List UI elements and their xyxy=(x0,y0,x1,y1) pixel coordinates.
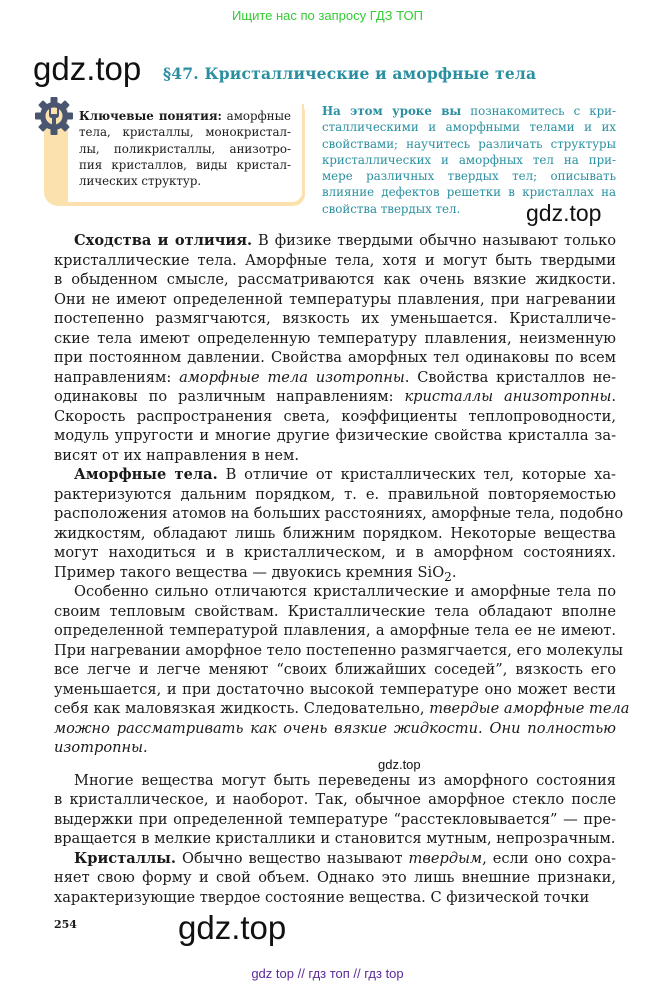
text-line xyxy=(322,184,616,200)
text-run: Пример такого вещества — двуокись кремния SiO xyxy=(54,563,445,581)
text-line xyxy=(54,543,616,563)
text-line xyxy=(54,660,616,680)
run-in-heading: Кристаллы. xyxy=(74,849,176,867)
text-line xyxy=(54,602,616,622)
gear-wrench-icon xyxy=(34,96,74,136)
text-line xyxy=(54,771,616,791)
section-title: §47. Кристаллические и аморфные тела xyxy=(163,64,537,83)
paragraph xyxy=(54,582,630,758)
text-line xyxy=(54,309,616,329)
text-run: мере различных твердых тел; описывать xyxy=(322,169,616,184)
text-line xyxy=(54,738,616,758)
text-run: кристаллических и аморфных тел на при- xyxy=(322,152,616,167)
text-line xyxy=(79,141,291,157)
run-in-heading: Ключевые понятия: xyxy=(79,109,222,123)
text-line xyxy=(54,504,624,524)
text-run: пия кристаллов, виды кристал- xyxy=(79,157,291,172)
body-text xyxy=(54,231,630,907)
text-run: тела, кристаллы, монокристал- xyxy=(79,125,291,140)
text-line xyxy=(54,426,616,446)
text-line xyxy=(79,173,291,189)
watermark: gdz.top xyxy=(526,200,602,226)
text-line xyxy=(54,329,616,349)
text-run: себя как маловязкая жидкость. Следовательно, xyxy=(54,700,430,717)
text-line xyxy=(54,719,616,739)
watermark: gdz.top xyxy=(178,909,287,946)
text-run: расположения атомов на больших расстояниях, аморфные тела, подобно xyxy=(54,505,624,522)
text-line xyxy=(54,790,616,810)
text-run: Они не имеют определенной температуры плавления, при нагревании xyxy=(54,290,616,308)
text-run: В физике твердыми обычно называют только xyxy=(252,232,616,249)
text-line xyxy=(54,387,616,407)
text-run: , если оно сохра- xyxy=(482,849,616,867)
text-run: выдержки при определенной температуре “расстекловывается” — пре- xyxy=(54,810,616,828)
text-run: постепенно размягчаются, вязкость их уменьшается. Кристалличе- xyxy=(54,310,616,327)
text-run: познакомитесь с кри- xyxy=(461,104,616,118)
paragraph xyxy=(54,465,624,584)
text-line xyxy=(54,680,616,700)
text-run: определенной температурой плавления, а аморфные тела ее не имеют. xyxy=(54,622,616,639)
text-line xyxy=(322,168,616,184)
text-run: Обычно вещество называют xyxy=(175,849,409,867)
emphasis-text: изотропны. xyxy=(54,739,148,756)
text-line xyxy=(54,829,616,849)
text-line xyxy=(54,641,623,661)
text-run: свойствами; научитесь различать структуры xyxy=(322,136,616,151)
text-run: Скорость распространения света, коэффициенты теплопроводности, xyxy=(54,407,616,425)
emphasis-text: твердые аморфные тела xyxy=(429,700,630,717)
text-line xyxy=(54,582,616,602)
text-run: направлениям: xyxy=(54,368,180,386)
text-run: аморфные xyxy=(221,109,291,123)
text-line xyxy=(54,563,616,583)
text-line xyxy=(54,868,616,888)
run-in-heading: Аморфные тела. xyxy=(74,466,218,483)
text-run: своим тепловым свойствам. Кристаллические тела обладают вполне xyxy=(54,602,616,620)
emphasis-text: кристаллы анизотропны xyxy=(404,388,612,405)
text-run: Особенно сильно отличаются кристаллические и аморфные тела по xyxy=(74,583,616,600)
footer-links: gdz top // гдз топ // гдз top xyxy=(251,966,404,981)
run-in-heading: На этом уроке вы xyxy=(322,104,462,118)
run-in-heading: Сходства и отличия. xyxy=(74,232,253,249)
text-run: свойства твердых тел. xyxy=(322,201,461,216)
emphasis-text: твердым xyxy=(408,849,483,867)
text-run: рактеризуются дальним порядком, т. е. правильной повторяемостью xyxy=(54,485,616,503)
text-run: няет свою форму и свой объем. Однако это лишь внешние признаки, xyxy=(54,869,616,886)
text-run: При нагревании аморфное тело постепенно размягчается, его молекулы xyxy=(54,641,623,659)
text-line xyxy=(322,152,616,168)
text-run: влияние дефектов решетки в кристаллах на xyxy=(322,185,616,200)
text-run: Многие вещества могут быть переведены из аморфного состояния xyxy=(74,771,616,789)
text-run: кристаллические тела. Аморфные тела, хотя и могут быть твердыми xyxy=(54,251,616,269)
text-line xyxy=(54,465,616,485)
text-run: лы, поликристаллы, анизотро- xyxy=(79,141,291,156)
text-line xyxy=(54,524,616,544)
text-run: . xyxy=(451,563,457,581)
text-line xyxy=(54,888,616,908)
emphasis-text: аморфные тела изотропны xyxy=(179,368,405,386)
key-concepts-text xyxy=(79,108,291,189)
text-run: В отличие от кристаллических тел, которые ха- xyxy=(217,466,616,483)
text-run: ские тела имеют определенную температуру плавления, неизменную xyxy=(54,329,616,347)
text-run: все легче и легче меняют “своих ближайших соседей”, вязкость его xyxy=(54,661,616,678)
text-run: уменьшается, и при достаточно высокой температуре оно может вести xyxy=(54,680,616,698)
text-line xyxy=(79,157,291,173)
text-run: . Свойства кристаллов не- xyxy=(404,368,617,386)
text-run: характеризующие твердое состояние вещества. С физической точки xyxy=(54,888,590,906)
paragraph xyxy=(54,849,616,908)
text-run: лических структур. xyxy=(79,174,202,189)
text-run: вращается в мелкие кристаллики и становится мутным, непрозрачным. xyxy=(54,830,616,847)
watermark: gdz.top xyxy=(378,756,421,772)
text-line xyxy=(54,485,616,505)
text-run: . xyxy=(611,388,616,405)
text-run: одинаковы по различным направлениям: xyxy=(54,388,405,405)
text-line xyxy=(54,446,616,466)
text-run: в кристаллическое, и наоборот. Так, обычное аморфное стекло после xyxy=(54,791,616,808)
paragraph xyxy=(54,771,616,849)
text-run: висят от их направления в нем. xyxy=(54,446,299,464)
page-number: 254 xyxy=(54,918,77,931)
text-run: могут находиться и в кристаллическом, и в аморфном состояниях. xyxy=(54,544,616,561)
text-run: модуль упругости и многие другие физические свойства кристалла за- xyxy=(54,427,616,444)
text-line xyxy=(54,368,616,388)
emphasis-text: можно рассматривать как очень вязкие жидкости. Они полностью xyxy=(54,719,616,737)
search-banner: Ищите нас по запросу ГДЗ ТОП xyxy=(232,8,423,23)
text-line xyxy=(79,124,291,140)
text-run: жидкостям, обладают лишь ближним порядком. Некоторые вещества xyxy=(54,524,616,542)
text-line xyxy=(54,270,616,290)
text-line xyxy=(54,849,616,869)
text-line xyxy=(79,108,291,124)
text-line xyxy=(54,348,616,368)
text-line xyxy=(54,699,630,719)
text-line xyxy=(54,231,616,251)
text-line xyxy=(322,119,616,135)
text-line xyxy=(54,407,616,427)
text-line xyxy=(322,136,616,152)
text-line xyxy=(54,621,616,641)
subscript: 2 xyxy=(444,569,452,584)
text-line xyxy=(54,251,616,271)
text-line xyxy=(322,103,616,119)
text-line xyxy=(54,810,616,830)
text-run: в обыденном смысле, рассматриваются как очень вязкие жидкости. xyxy=(54,271,616,288)
text-run: при постоянном давлении. Свойства аморфных тел одинаковы по всем xyxy=(54,349,616,366)
paragraph xyxy=(54,231,616,465)
text-run: сталлическими и аморфными телами и их xyxy=(322,120,616,135)
text-line xyxy=(54,290,616,310)
watermark: gdz.top xyxy=(33,50,142,87)
